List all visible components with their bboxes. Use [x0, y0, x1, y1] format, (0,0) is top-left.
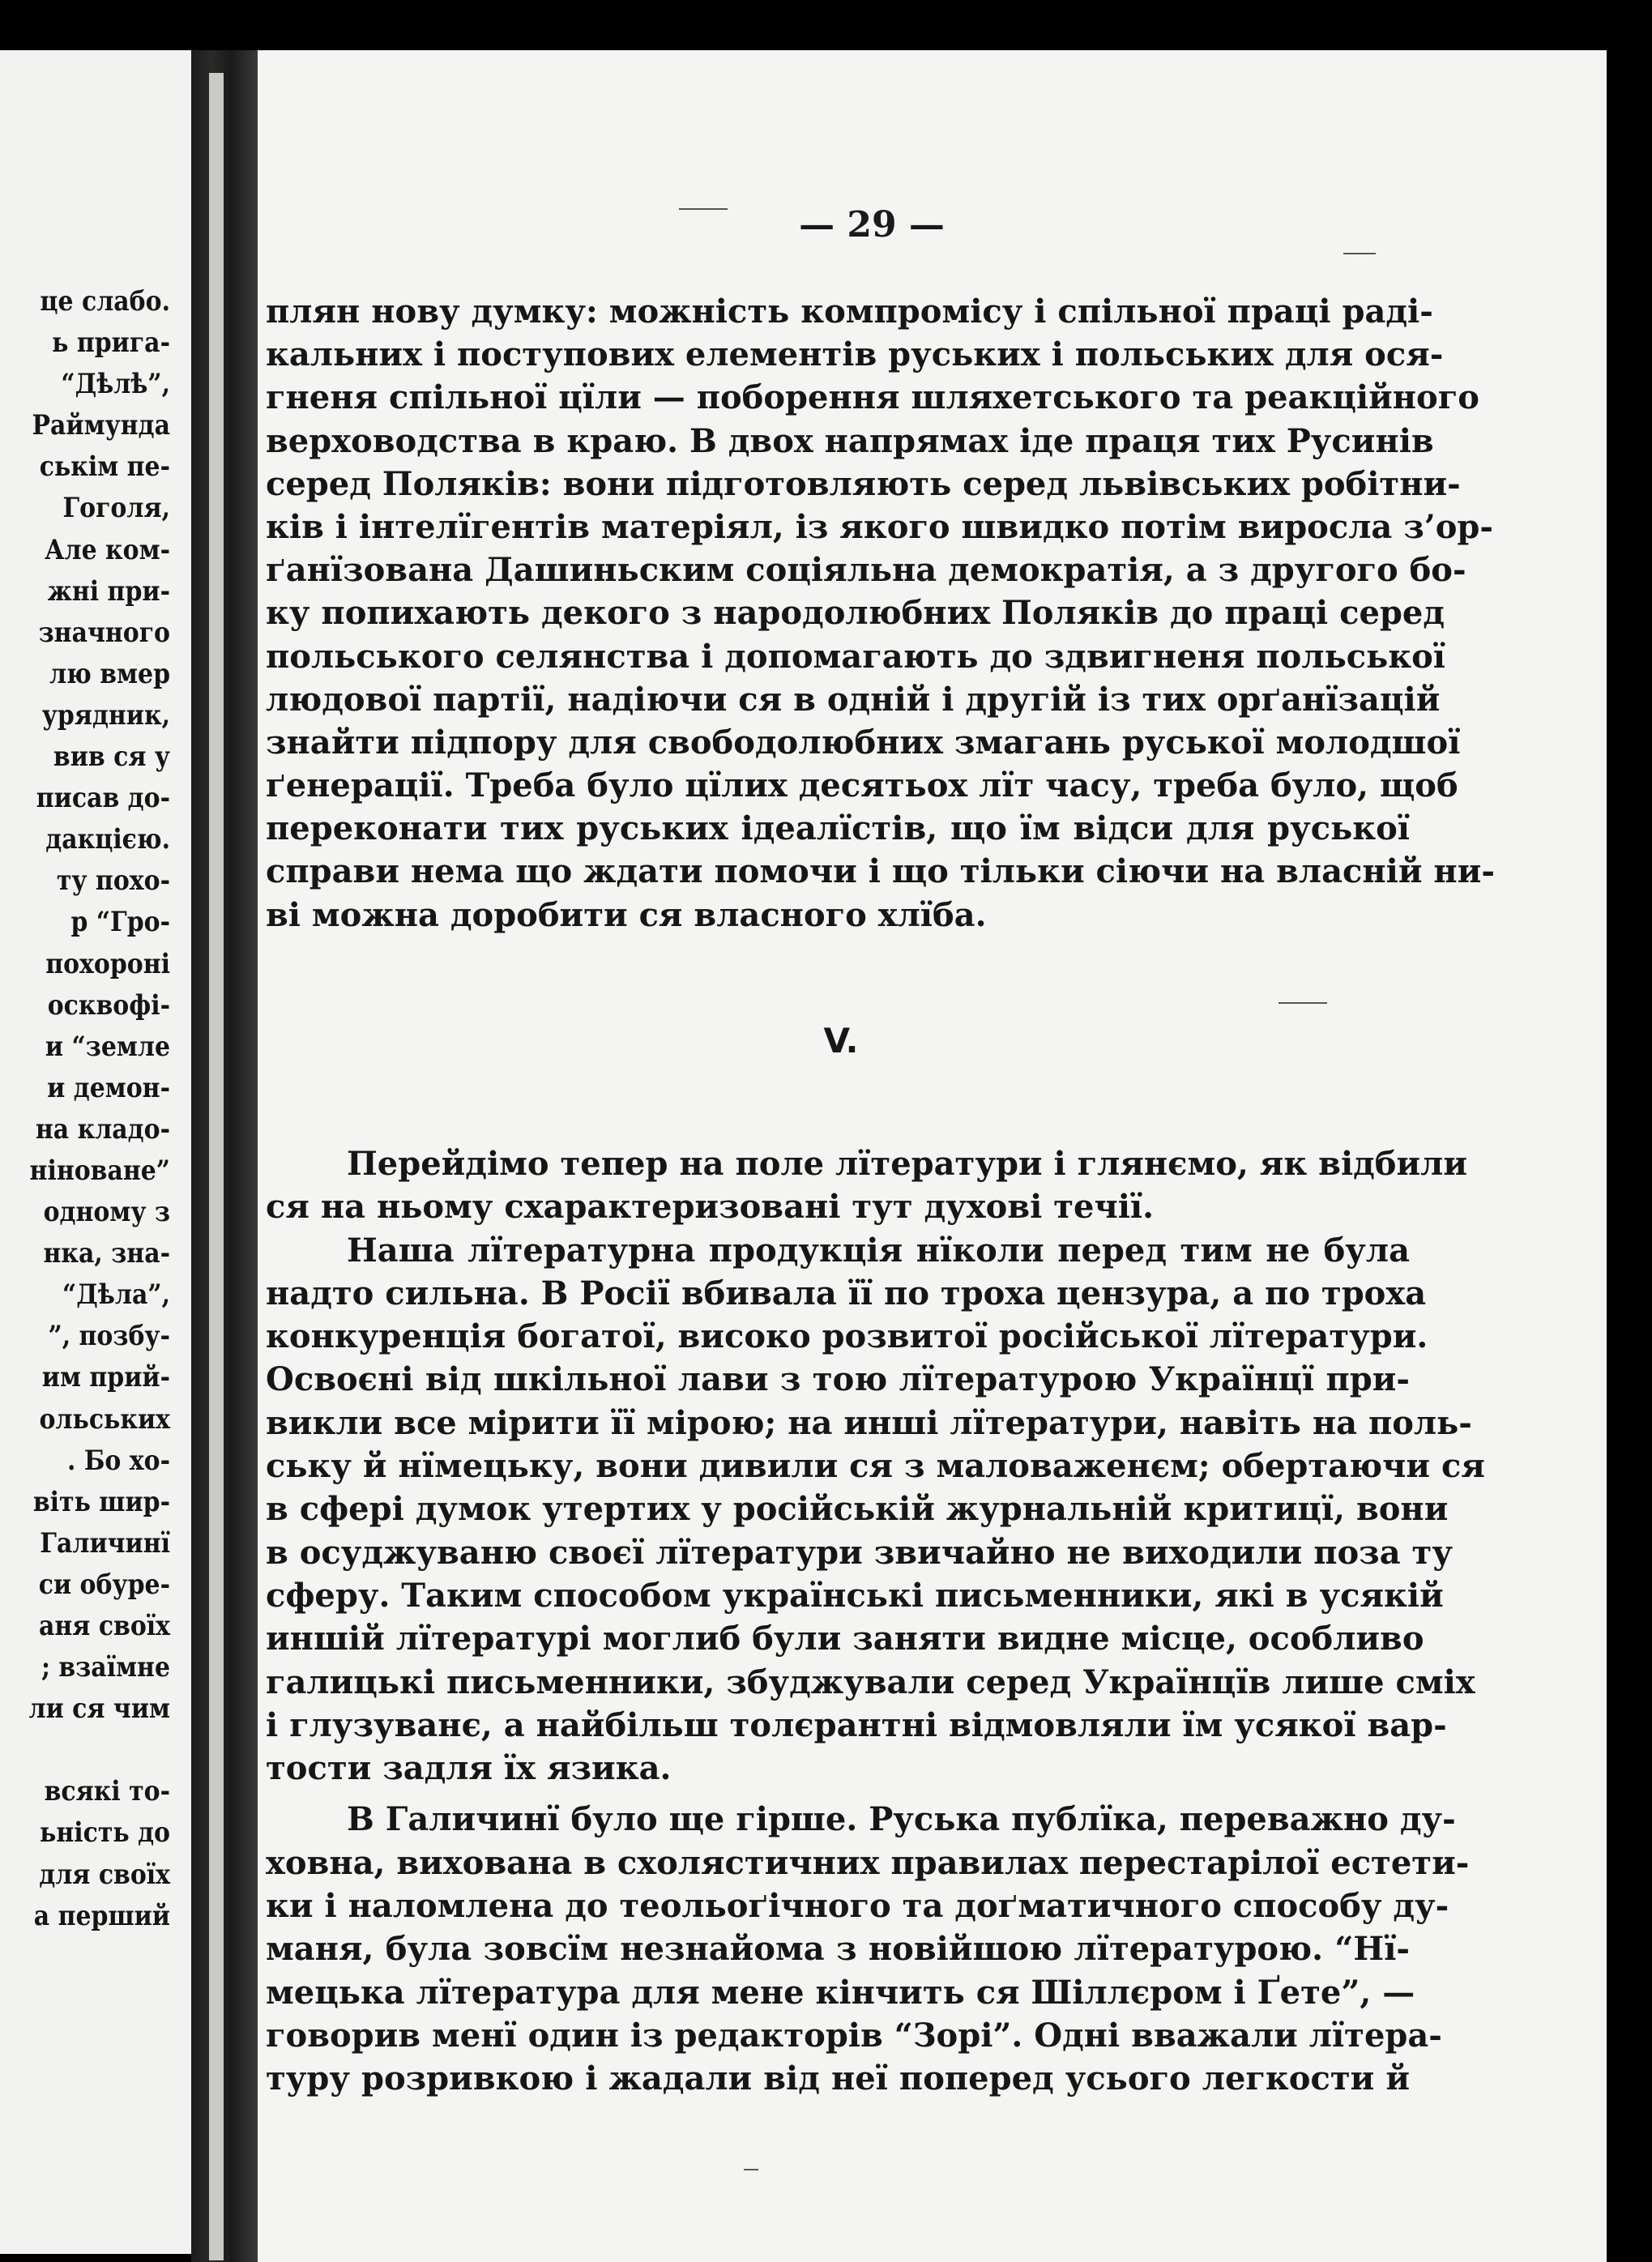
text-line: верховодства в краю. В двох напрямах іде праця тих Русинів	[266, 421, 1434, 460]
text-line: значного	[38, 616, 170, 649]
text-line: иншій лїтературі моглиб були заняти видне місце, особливо	[266, 1620, 1424, 1658]
text-line: ґанїзована Дашиньским соціяльна демократія, а з другого бо-	[266, 551, 1466, 590]
text-line: ьність до	[40, 1816, 170, 1850]
scan-mark	[679, 208, 728, 210]
scan-mark	[1343, 253, 1376, 254]
text-line: писав до-	[36, 782, 170, 815]
previous-page-text	[0, 281, 170, 1937]
text-line: ську й нїмецьку, вони дивили ся з маловаженєм; обертаючи ся	[266, 1447, 1485, 1486]
text-line: в осуджуваню своєї лїтератури звичайно не виходили поза ту	[266, 1533, 1453, 1572]
text-line: р “Гро-	[70, 906, 170, 939]
text-line: на кладо-	[35, 1112, 170, 1146]
text-line: им прий-	[41, 1361, 170, 1394]
text-line: ськім пе-	[39, 450, 170, 484]
text-line: вив ся у	[53, 740, 170, 774]
text-line: Галичинї	[40, 1526, 170, 1560]
text-line: знайти підпору для свободолюбних змагань руської молодшої	[266, 723, 1461, 762]
text-line: ґенерації. Треба було цїлих десятьох лїт часу, треба було, щоб	[266, 766, 1458, 805]
text-line: кальних і поступових елементів руських і польських для ося-	[266, 335, 1444, 374]
text-line: плян нову думку: можність компромісу і спільної праці раді-	[266, 292, 1433, 331]
text-line: і глузуванє, а найбільш толєрантні відмовляли їм усякої вар-	[266, 1705, 1447, 1744]
text-line: Гоголя,	[62, 492, 170, 525]
text-line: лю вмер	[49, 657, 170, 690]
text-line: сферу. Таким способом українські письменники, які в усякій	[266, 1576, 1444, 1615]
text-line: Освоєні від шкільної лави з тою лїтературою Українцї при-	[266, 1360, 1410, 1399]
section-heading: V.	[823, 1021, 859, 1061]
text-line: осквофі-	[47, 988, 170, 1022]
text-line	[0, 1730, 170, 1771]
text-line: а перший	[33, 1899, 170, 1932]
text-line: аня своїх	[39, 1610, 170, 1642]
text-line: похороні	[45, 947, 170, 980]
text-line: маня, була зовсїм незнайома з новійшою лїтературою. “Нї-	[266, 1930, 1410, 1969]
text-line: справи нема що ждати помочи і що тільки сіючи на власній ни-	[266, 852, 1495, 891]
paragraph-1	[266, 290, 1495, 937]
text-line: для своїх	[39, 1858, 170, 1891]
text-line: гненя спільної цїли — поборення шляхетського та реакційного	[266, 378, 1479, 417]
text-line: ків і інтелїгентів матеріял, із якого швидко потім виросла з’ор-	[266, 507, 1493, 546]
text-line: ту похо-	[56, 864, 170, 898]
text-line: жні при-	[47, 574, 170, 608]
text-line: Але ком-	[45, 533, 170, 566]
text-line: тости задля їх язика.	[266, 1749, 672, 1788]
paragraph-gap	[266, 1790, 1410, 1798]
text-line: конкуренція богатої, високо розвитої російської лїтератури.	[266, 1317, 1428, 1356]
text-line: ли ся чим	[28, 1692, 170, 1726]
text-line: дакцією.	[45, 823, 170, 856]
page-edge	[209, 73, 224, 2260]
text-line: людової партії, надіючи ся в одній і другій із тих орґанїзацій	[266, 680, 1441, 719]
text-line: польського селянства і допомагають до здвигненя польської	[266, 637, 1445, 676]
text-line: и “земле	[45, 1030, 170, 1063]
text-line: “Дѣла”,	[62, 1278, 170, 1312]
text-line: одному з	[43, 1196, 170, 1229]
scan-mark	[744, 2169, 758, 2170]
text-line: Раймунда	[32, 409, 170, 442]
text-line: В Галичинї було ще гірше. Руська публїка, переважно ду-	[347, 1800, 1456, 1839]
text-line: викли все мірити її мірою; на инші лїтератури, навіть на поль-	[266, 1403, 1472, 1442]
scan-mark	[1278, 1002, 1327, 1004]
text-line: . Бо хо-	[67, 1444, 170, 1477]
text-line: ніноване”	[29, 1154, 170, 1187]
text-line: в сфері думок утертих у російській журнальній критицї, вони	[266, 1490, 1449, 1529]
current-page	[258, 50, 1607, 2262]
text-line: ховна, вихована в схолястичних правилах перестарілої естети-	[266, 1843, 1470, 1882]
text-line: надто сильна. В Росії вбивала її по троха цензура, а по троха	[266, 1274, 1427, 1312]
text-line: Перейдімо тепер на поле лїтератури і глянємо, як відбили	[347, 1145, 1468, 1183]
text-line: ку попихають декого з народолюбних Поляків до праці серед	[266, 594, 1445, 633]
text-line: віть шир-	[32, 1485, 170, 1518]
previous-page	[0, 50, 191, 2254]
text-line: урядник,	[41, 698, 170, 732]
text-line: и демон-	[47, 1071, 170, 1104]
text-line: ь прига-	[52, 326, 170, 360]
page-number: — 29 —	[799, 204, 945, 245]
text-line: си обуре-	[38, 1568, 170, 1601]
text-line: нка, зна-	[43, 1237, 170, 1270]
text-line: туру розривкою і жадали від неї поперед усього легкости й	[266, 2059, 1410, 2098]
book-binding-gutter	[191, 50, 258, 2262]
text-line: “Дѣлѣ”,	[61, 368, 170, 401]
text-line: ся на ньому схарактеризовані тут духові течії.	[266, 1188, 1155, 1227]
text-line: ки і наломлена до теольоґічного та доґматичного способу ду-	[266, 1887, 1449, 1926]
text-line: галицькі письменники, збуджували серед Українцїв лише сміх	[266, 1662, 1475, 1701]
text-line: переконати тих руських ідеалїстів, що їм відси для руської	[266, 809, 1410, 848]
text-line: це слабо.	[40, 285, 170, 318]
text-line: говорив менї один із редакторів “Зорі”. Одні вважали лїтера-	[266, 2016, 1442, 2055]
text-line: серед Поляків: вони підготовляють серед львівських робітни-	[266, 464, 1461, 503]
text-line: ві можна доробити ся власного хлїба.	[266, 895, 987, 934]
text-line: всякі то-	[44, 1775, 170, 1808]
text-line: ольських	[39, 1402, 170, 1436]
text-line: ; взаїмне	[41, 1651, 170, 1684]
text-line: ”, позбу-	[48, 1320, 170, 1353]
text-line: Наша лїтературна продукція нїколи перед тим не була	[347, 1231, 1410, 1270]
paragraphs-continued	[266, 1142, 1485, 2101]
text-line: мецька лїтература для мене кінчить ся Шіллєром і Ґете”, —	[266, 1973, 1415, 2012]
